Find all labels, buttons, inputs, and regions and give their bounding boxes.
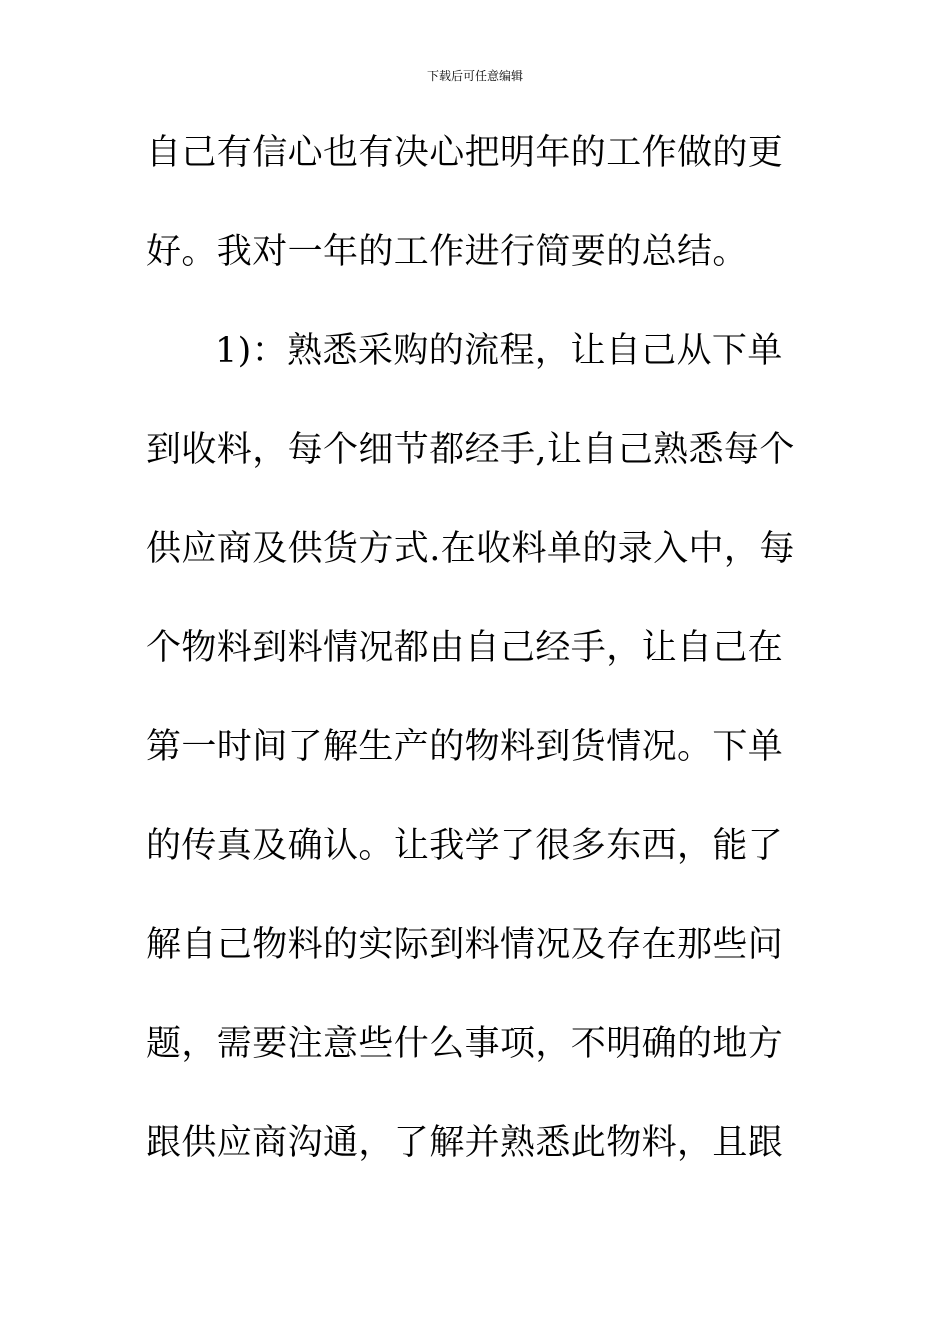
text-line: 的传真及确认。让我学了很多东西，能了 (146, 826, 784, 866)
text-line: 供应商及供货方式.在收料单的录入中，每 (146, 529, 795, 569)
document-body (146, 125, 806, 1214)
text-line: 解自己物料的实际到料情况及存在那些问 (146, 925, 784, 965)
page-header-note: 下载后可任意编辑 (426, 69, 523, 83)
text-line: 自己有信心也有决心把明年的工作做的更 (146, 133, 784, 173)
text-line: 到收料，每个细节都经手,让自己熟悉每个 (146, 430, 795, 470)
text-line-indented: 1)：熟悉采购的流程，让自己从下单 (215, 331, 783, 371)
text-line: 好。我对一年的工作进行简要的总结。 (146, 232, 748, 272)
text-line: 个物料到料情况都由自己经手，让自己在 (146, 628, 784, 668)
text-line: 跟供应商沟通，了解并熟悉此物料，且跟 (146, 1123, 784, 1163)
text-line: 第一时间了解生产的物料到货情况。下单 (146, 727, 784, 767)
text-line: 题，需要注意些什么事项，不明确的地方 (146, 1024, 784, 1064)
